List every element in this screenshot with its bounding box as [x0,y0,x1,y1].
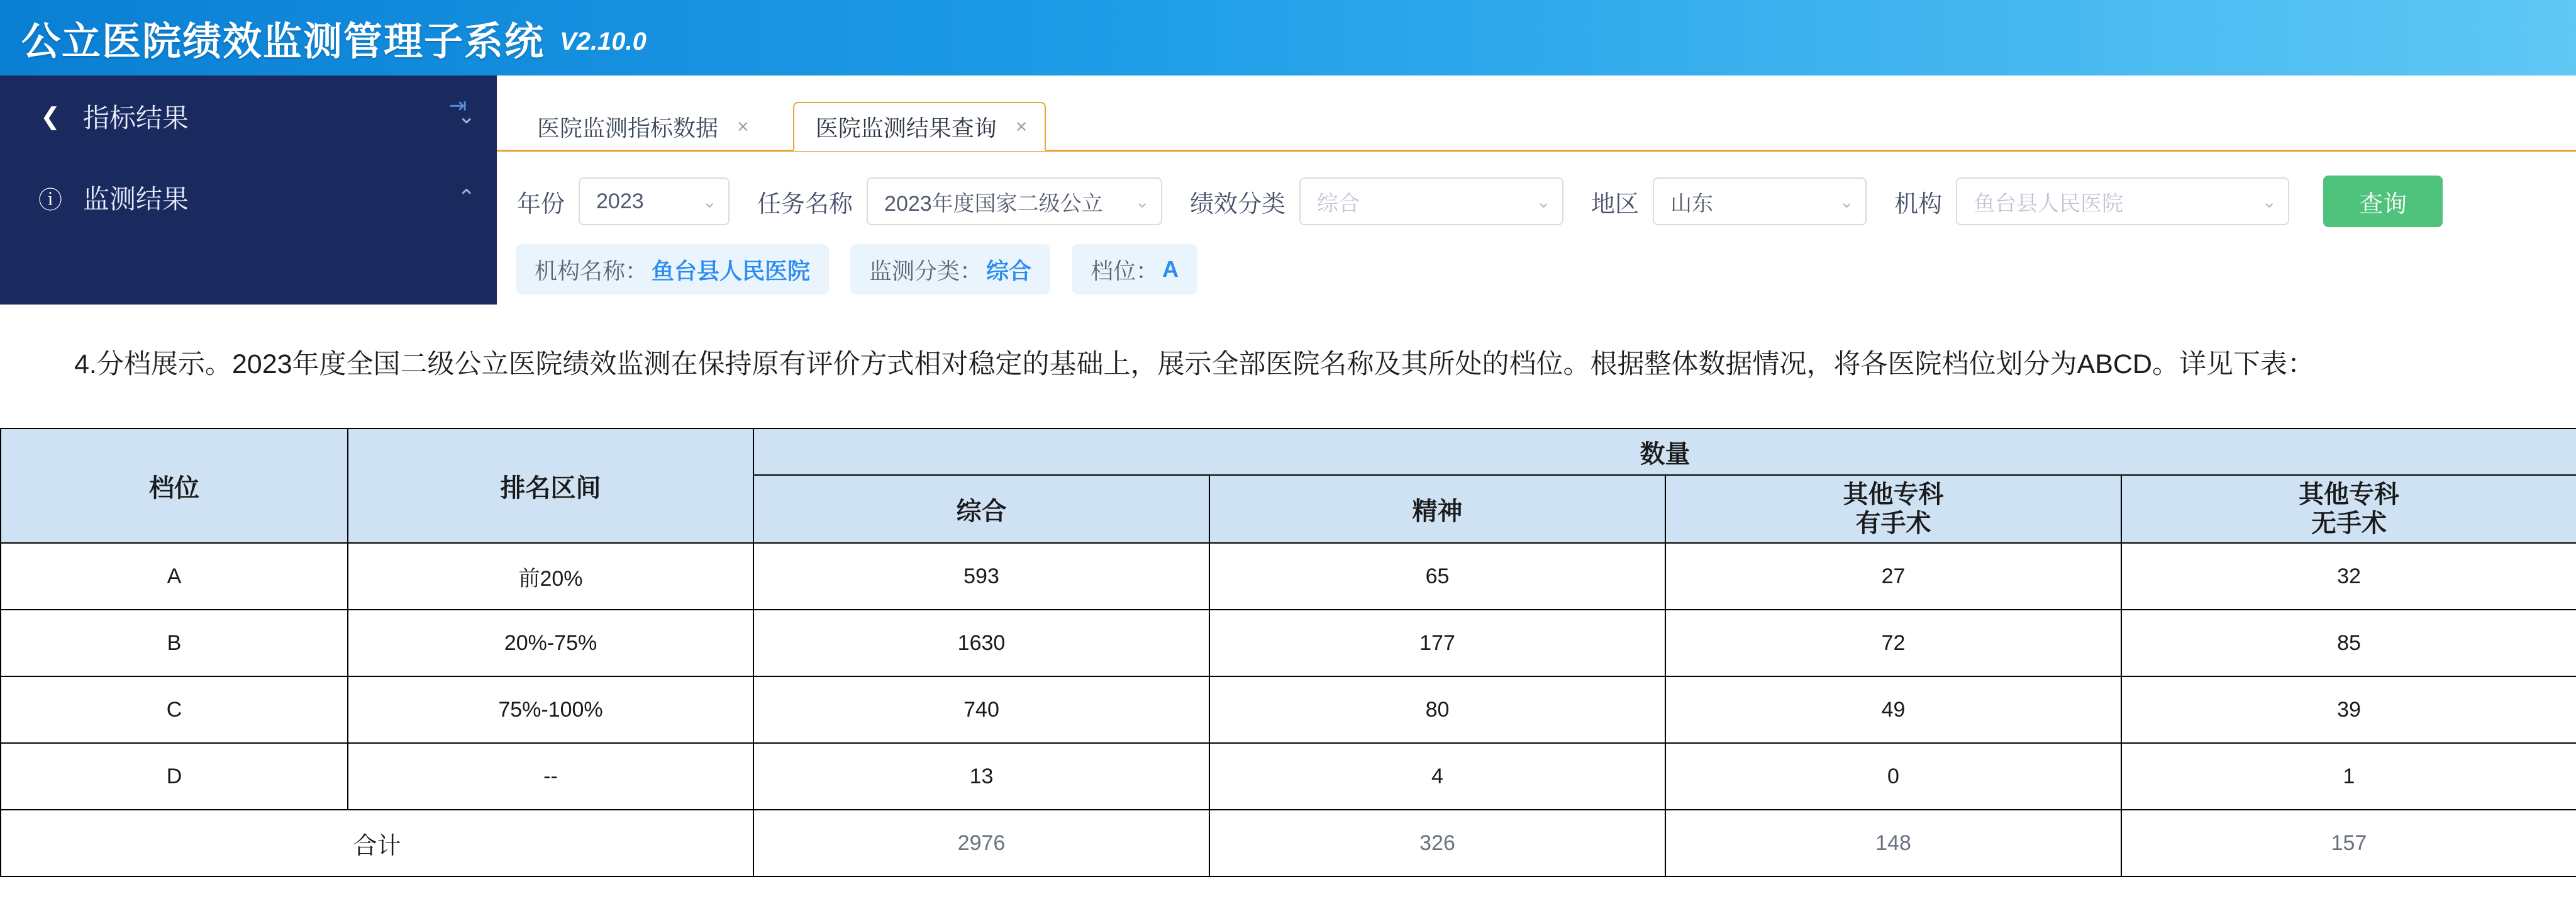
cell-other-nosurgery: 39 [2121,676,2576,743]
task-label: 任务名称 [757,191,853,218]
category-label: 绩效分类 [1190,191,1286,218]
th-line1: 其他专科 [2299,481,2399,508]
cell-total-comprehensive: 2976 [753,810,1209,876]
description-paragraph [0,345,2576,384]
cell-other-surgery: 72 [1665,610,2121,676]
cell-comprehensive: 593 [753,543,1209,610]
app-version: V2.10.0 [560,27,647,55]
app-title: 公立医院绩效监测管理子系统 [21,20,545,64]
org-value: 鱼台县人民医院 [1974,191,2124,216]
grade-table-wrapper [0,428,2576,877]
table-body [1,543,2576,876]
chip-value: A [1162,256,1179,282]
task-select[interactable] [867,177,1162,225]
cell-range: 20%-75% [348,610,753,676]
chip-grade [1072,244,1197,294]
task-value: 2023年度国家二级公立 [884,191,1103,216]
cell-comprehensive: 740 [753,676,1209,743]
table-row [1,743,2576,810]
chevron-down-icon: ⌄ [1135,191,1150,211]
region-label: 地区 [1591,191,1640,218]
tab-hospital-indicator-data[interactable] [516,102,767,151]
close-icon[interactable]: × [1015,115,1028,138]
cell-total-label: 合计 [1,810,753,876]
share-icon: ❮ [40,103,60,130]
chevron-down-icon: ⌄ [1839,191,1855,211]
th-comprehensive: 综合 [753,475,1209,543]
cell-other-surgery: 27 [1665,543,2121,610]
sidebar-item-label: 监测结果 [83,184,189,214]
grade-distribution-table [0,428,2576,877]
th-line1: 其他专科 [1843,481,1944,508]
th-quantity-group: 数量 [753,428,2576,475]
tab-label: 医院监测结果查询 [815,115,997,141]
cell-total-other-nosurgery: 157 [2121,810,2576,876]
cell-other-nosurgery: 32 [2121,543,2576,610]
table-header-row-1 [1,428,2576,475]
chevron-down-icon: ⌄ [1536,191,1552,211]
app-titlebar [0,0,2576,76]
cell-grade: C [1,676,348,743]
cell-psychiatric: 65 [1209,543,1665,610]
filter-toolbar [497,160,2576,242]
th-line2: 无手术 [2311,510,2387,537]
year-select[interactable] [579,177,730,225]
sidebar-item-label: 指标结果 [83,103,189,133]
cell-psychiatric: 177 [1209,610,1665,676]
cell-comprehensive: 1630 [753,610,1209,676]
chip-monitor-category [850,244,1050,294]
cell-psychiatric: 4 [1209,743,1665,810]
cell-range: 前20% [348,543,753,610]
cell-total-psychiatric: 326 [1209,810,1665,876]
tab-bar [497,89,1072,151]
chip-value: 鱼台县人民医院 [652,257,811,284]
table-row [1,676,2576,743]
description-text: 4.分档展示。2023年度全国二级公立医院绩效监测在保持原有评价方式相对稳定的基础上，展示全部医院名称及其所处的档位。根据整体数据情况，将各医院档位划分为ABCD。详见下表： [74,349,2314,379]
info-icon: ⓘ [38,187,62,214]
table-head [1,428,2576,543]
cell-other-nosurgery: 1 [2121,743,2576,810]
cell-grade: A [1,543,348,610]
chevron-down-icon[interactable]: ⌄ [457,104,475,128]
chevron-up-icon[interactable]: ⌃ [457,186,475,210]
th-other-specialty-nosurgery [2121,475,2576,543]
collapse-icon[interactable]: ⇥ [448,94,467,118]
sidebar-item-monitor-results[interactable] [0,157,497,238]
th-line2: 有手术 [1855,510,1931,537]
close-icon[interactable]: × [737,115,749,138]
org-select[interactable] [1956,177,2289,225]
cell-psychiatric: 80 [1209,676,1665,743]
category-value: 综合 [1317,191,1360,216]
region-value: 山东 [1670,191,1714,216]
th-rank-range: 排名区间 [348,428,753,543]
cell-other-surgery: 49 [1665,676,2121,743]
chip-label: 档位： [1091,257,1159,284]
table-row [1,610,2576,676]
org-label: 机构 [1894,191,1943,218]
table-row [1,543,2576,610]
info-chips [516,244,1219,294]
sidebar [0,76,497,305]
chip-value: 综合 [986,257,1032,284]
chevron-down-icon: ⌄ [2262,191,2277,211]
tab-hospital-monitor-query[interactable] [793,102,1046,151]
cell-other-surgery: 0 [1665,743,2121,810]
category-select[interactable] [1299,177,1563,225]
search-button[interactable]: 查询 [2323,176,2443,227]
th-other-specialty-surgery [1665,475,2121,543]
cell-total-other-surgery: 148 [1665,810,2121,876]
cell-range: 75%-100% [348,676,753,743]
cell-range: -- [348,743,753,810]
chevron-down-icon: ⌄ [702,191,718,211]
year-value: 2023 [596,189,644,213]
th-grade: 档位 [1,428,348,543]
tab-label: 医院监测指标数据 [537,115,719,141]
chip-label: 机构名称： [535,257,648,284]
region-select[interactable] [1653,177,1867,225]
chip-label: 监测分类： [869,257,983,284]
main-panel [497,76,2576,340]
cell-comprehensive: 13 [753,743,1209,810]
sidebar-item-indicator-results[interactable] [0,76,497,157]
cell-grade: B [1,610,348,676]
chip-org-name [516,244,829,294]
table-total-row [1,810,2576,876]
cell-other-nosurgery: 85 [2121,610,2576,676]
th-psychiatric: 精神 [1209,475,1665,543]
cell-grade: D [1,743,348,810]
year-label: 年份 [517,191,565,218]
